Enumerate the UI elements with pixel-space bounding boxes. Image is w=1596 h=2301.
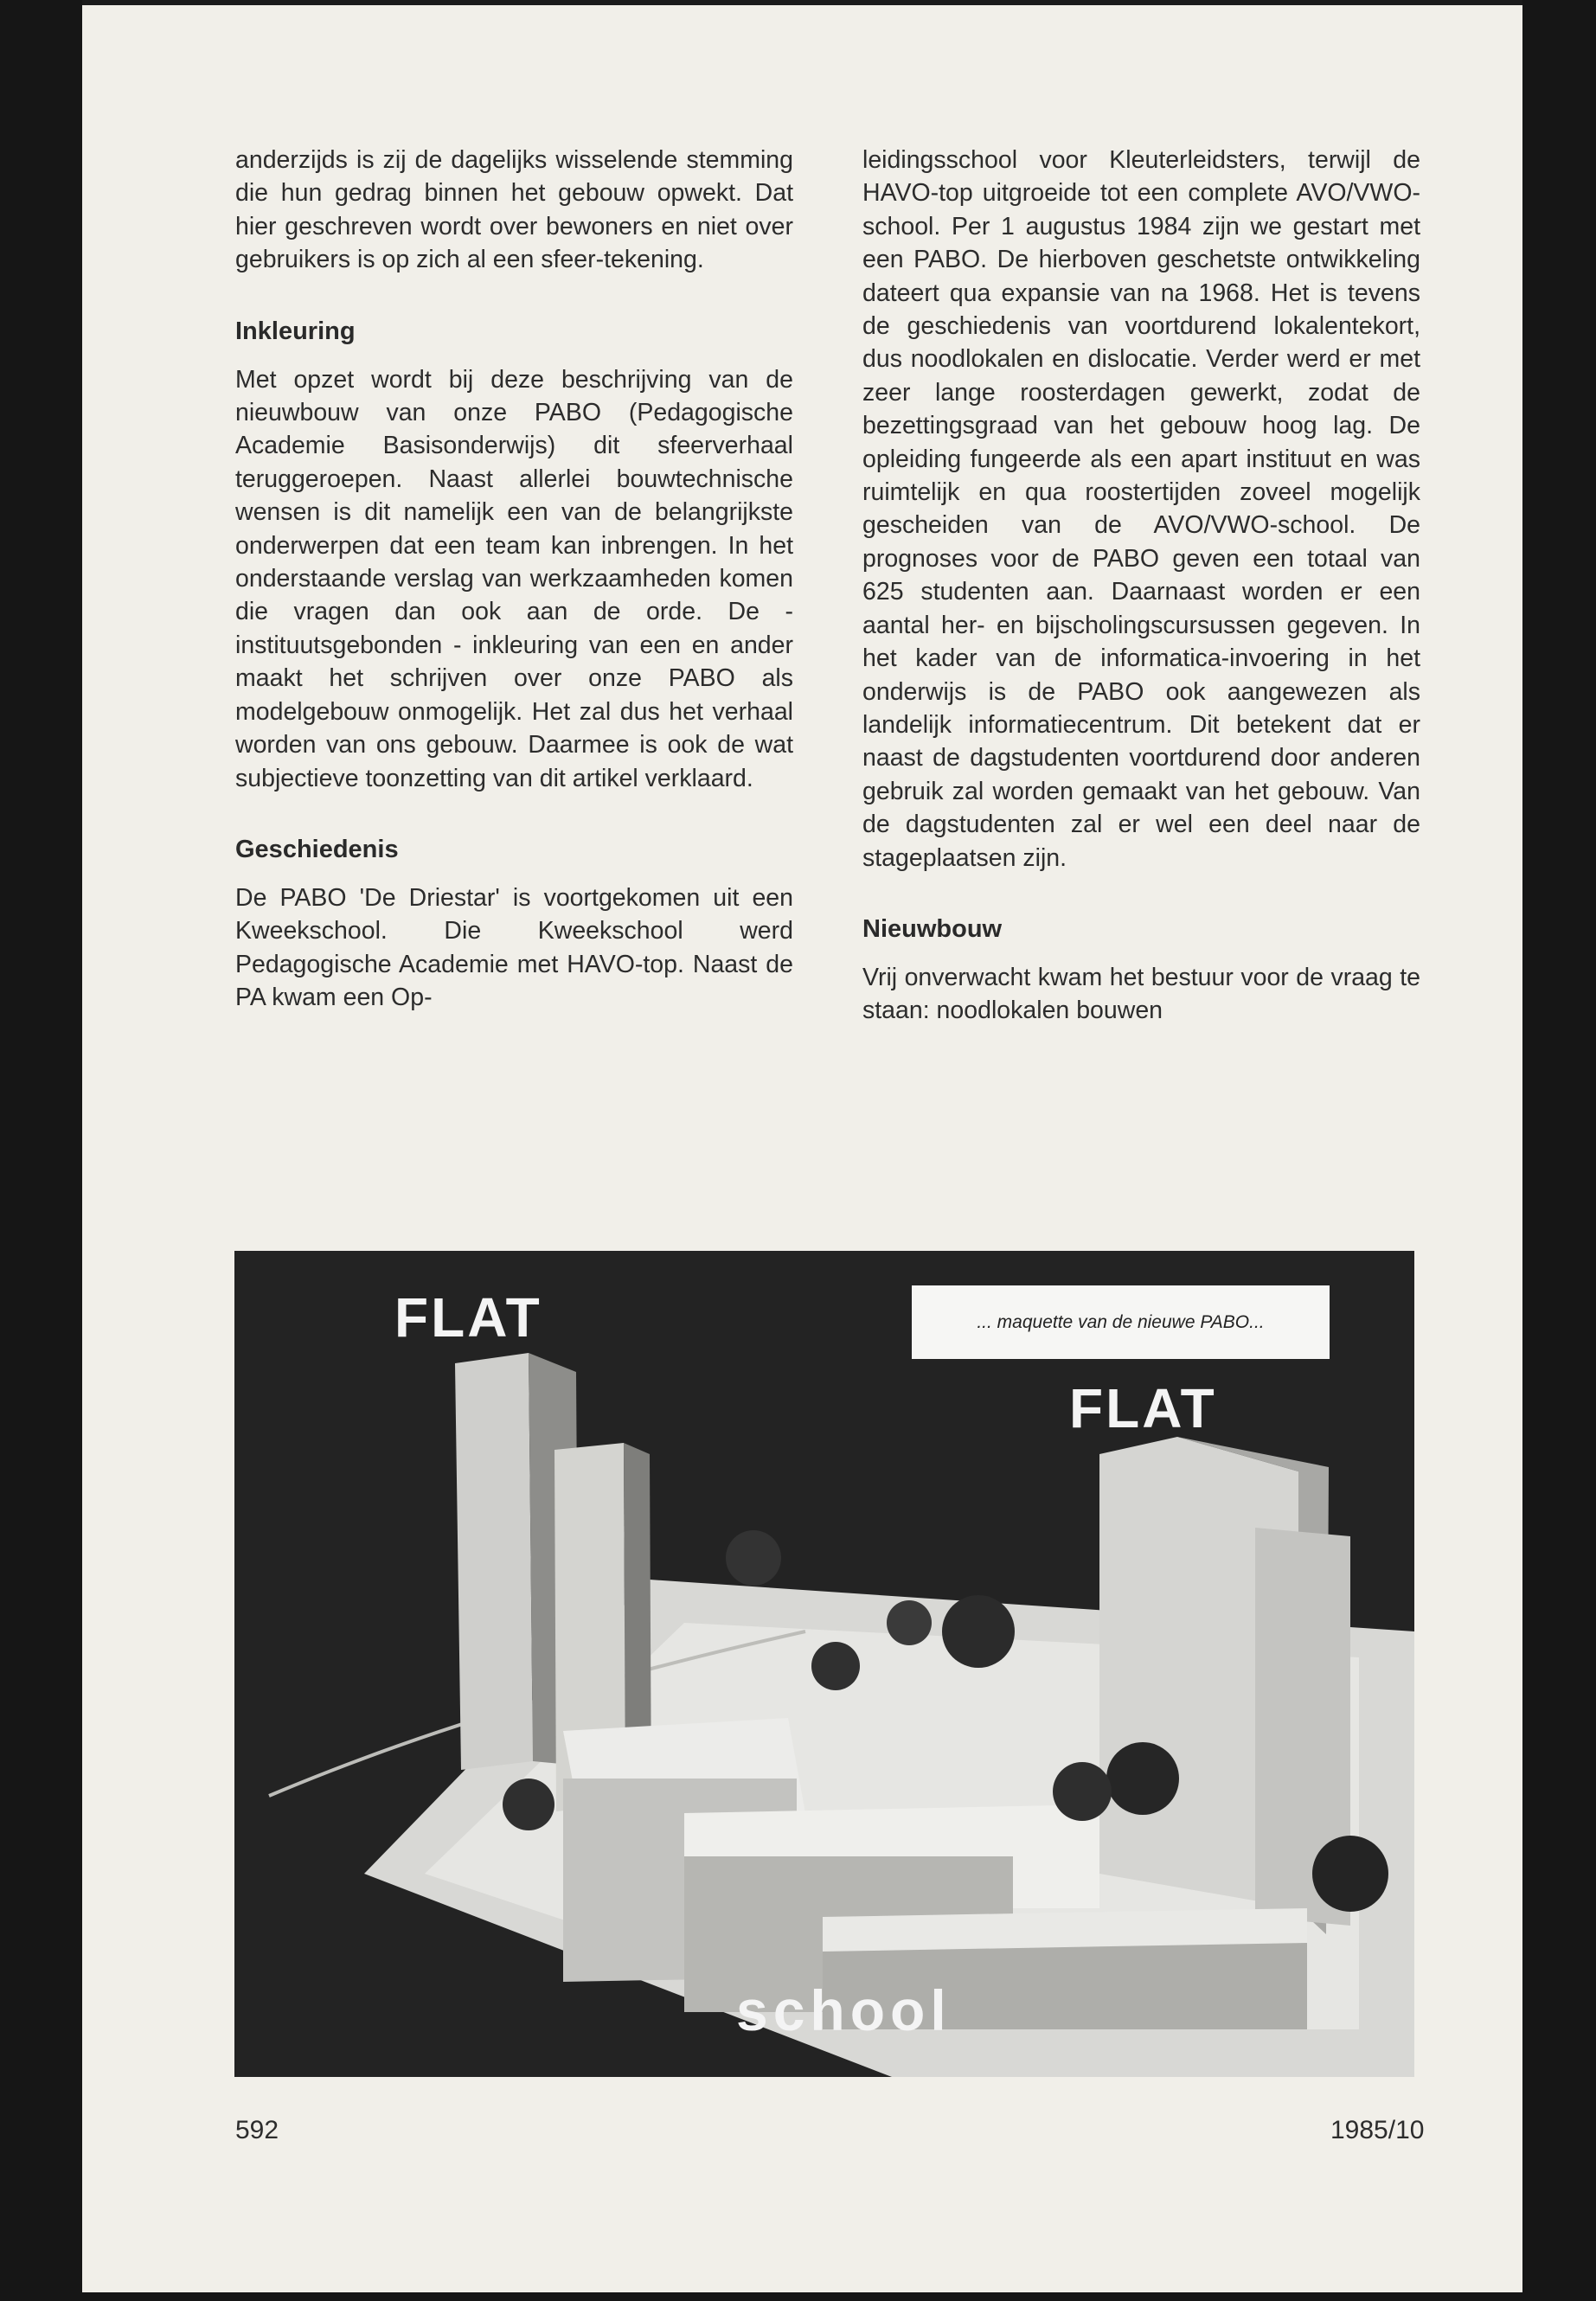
inkleuring-paragraph: Met opzet wordt bij deze beschrijving van de nieuwbouw van onze PABO (Pedagogische Academie Basisonderwijs) dit sfeerverhaal teruggeroepen. Naast allerlei bouwtechnische wensen is dit namelijk een van de belangrijkste onderwerpen dat een team kan inbrengen. In het onderstaande verslag van werkzaamheden komen die vragen dan ook aan de orde. De - instituutsgebonden - inkleuring van een en ander maakt het schrijven over onze PABO als modelgebouw onmogelijk. Het zal dus het verhaal worden van ons gebouw. Daarmee is ook de wat subjectieve toonzetting van dit artikel verklaard.: [235, 365, 793, 792]
heading-geschiedenis: Geschiedenis: [235, 835, 399, 863]
model-photo-illustration: [234, 1251, 1414, 2077]
nieuwbouw-paragraph: Vrij onverwacht kwam het bestuur voor de vraag te staan: noodlokalen bouwen: [862, 963, 1420, 1025]
flat-label-right: FLAT: [1069, 1377, 1217, 1439]
intro-paragraph: anderzijds is zij de dagelijks wisselende stemming die hun gedrag binnen het gebouw opwekt. Dat hier geschreven wordt over bewoners en niet over gebruikers is op zich al een sfeer-tekening.: [235, 146, 793, 274]
flat-label-left: FLAT: [394, 1286, 542, 1349]
heading-nieuwbouw: Nieuwbouw: [862, 914, 1003, 943]
right-column: [862, 144, 1420, 1028]
issue-number: 1985/10: [1330, 2116, 1425, 2144]
document-page: [82, 0, 1522, 2292]
model-photo: [234, 1251, 1414, 2077]
geschiedenis-paragraph: De PABO 'De Driestar' is voortgekomen uit een Kweekschool. Die Kweekschool werd Pedagogische Academie met HAVO-top. Naast de PA kwam een Op-: [235, 883, 793, 1012]
page-number: 592: [235, 2116, 279, 2144]
heading-inkleuring: Inkleuring: [235, 317, 356, 345]
photo-caption: ... maquette van de nieuwe PABO...: [912, 1285, 1330, 1359]
continued-paragraph: leidingsschool voor Kleuterleidsters, terwijl de HAVO-top uitgroeide tot een complete AVO/VWO-school. Per 1 augustus 1984 zijn we gestart met een PABO. De hierboven geschetste ontwikkeling dateert qua expansie van na 1968. Het is tevens de geschiedenis van voortdurend lokalentekort, dus noodlokalen en dislocatie. Verder werd er met zeer lange roosterdagen gewerkt, zodat de bezettingsgraad van het gebouw hoog lag. De opleiding fungeerde als een apart instituut en was ruimtelijk en qua roostertijden zoveel mogelijk gescheiden van de AVO/VWO-school. De prognoses voor de PABO geven een totaal van 625 studenten aan. Daarnaast worden er een aantal her- en bijscholingscursussen gegeven. In het kader van de informatica-invoering in het onderwijs is de PABO ook aangewezen als landelijk informatiecentrum. Dit betekent dat er naast de dagstudenten voortdurend door anderen gebruik zal worden gemaakt van het gebouw. Van de dagstudenten zal er wel een deel naar de stageplaatsen zijn.: [862, 146, 1420, 872]
left-column: [235, 144, 793, 1015]
school-label: school: [736, 1978, 952, 2042]
